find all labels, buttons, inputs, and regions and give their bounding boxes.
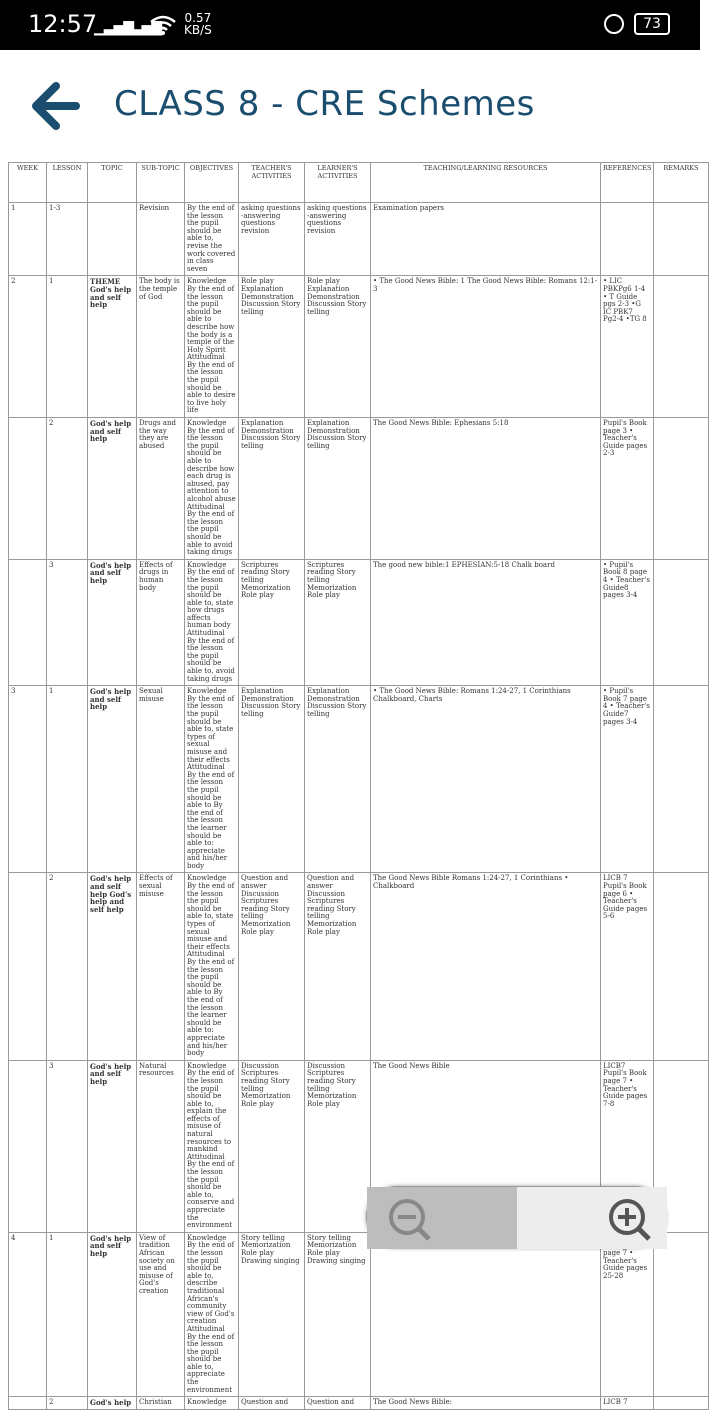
table-cell-lesson: 1 <box>47 1232 88 1396</box>
table-cell-obj: By the end of the lesson the pupil should be able to, revise the work covered in class seven <box>185 203 239 276</box>
column-header: TEACHING/LEARNING RESOURCES <box>371 163 601 203</box>
table-cell-teach: Story telling Memorization Role play Drawing singing <box>239 1232 305 1396</box>
table-cell-topic: God's help and self help <box>88 686 137 873</box>
table-cell-sub: Effects of sexual misuse <box>137 873 185 1060</box>
table-cell-ref: • Pupil's Book 8 page 4 • Teacher's Guide8 pages 3-4 <box>601 559 654 686</box>
table-cell-sub: The body is the temple of God <box>137 276 185 418</box>
table-cell-obj: Knowledge By the end of the lesson the pupil should be able to, state types of sexual misuse and their effects Attitudinal By the end of the lesson the pupil should be able to By the end of the lesson the learner should be able to: appreciate and his/her body <box>185 873 239 1060</box>
table-cell-obj: Knowledge By the end of the lesson the pupil should be able to, describe traditional African's community view of God's creation Attitudinal By the end of the lesson the pupil should be able to, appreciate the environment <box>185 1232 239 1396</box>
table-cell-week <box>9 418 47 560</box>
wifi-icon <box>150 14 176 36</box>
table-cell-res: The Good News Bible <box>371 1060 601 1232</box>
table-cell-sub: Drugs and the way they are abused <box>137 418 185 560</box>
table-cell-ref: • LIC PBKPg6 1-4 • T Guide pgs 2-3 •G IC PBK7 Pg2-4 •TG 8 <box>601 276 654 418</box>
table-cell-lesson: 1 <box>47 276 88 418</box>
table-row <box>9 276 709 418</box>
table-cell-week: 3 <box>9 686 47 873</box>
column-header: WEEK <box>9 163 47 203</box>
table-cell-week: 1 <box>9 203 47 276</box>
table-row <box>9 203 709 276</box>
table-cell-ref: page 7 • Teacher's Guide pages 25-28 <box>601 1232 654 1396</box>
zoom-out-icon <box>367 1187 517 1249</box>
table-cell-learn: Explanation Demonstration Discussion Story telling <box>305 418 371 560</box>
table-cell-obj: Knowledge By the end of the lesson the pupil should be able to, explain the effects of misuse of natural resources to mankind Attitudinal By the end of the lesson the pupil should be able to, conserve and appreciate the environment <box>185 1060 239 1232</box>
table-cell-rem <box>654 559 709 686</box>
table-cell-sub: Effects of drugs in human body <box>137 559 185 686</box>
table-cell-ref: LICB 7 Pupil's Book page 6 • Teacher's Guide pages 5-6 <box>601 873 654 1060</box>
table-cell-topic: God's help and self help God's help and self help <box>88 873 137 1060</box>
table-cell-topic: God's help <box>88 1397 137 1410</box>
table-cell-teach: Discussion Scriptures reading Story telling Memorization Role play <box>239 1060 305 1232</box>
column-header: LESSON <box>47 163 88 203</box>
table-cell-learn: Explanation Demonstration Discussion Story telling <box>305 686 371 873</box>
table-cell-rem <box>654 1397 709 1410</box>
table-cell-obj: Knowledge By the end of the lesson the pupil should be able to, state how drugs affects human body Attitudinal By the end of the lesson the pupil should be able to, avoid taking drugs <box>185 559 239 686</box>
table-cell-sub: Revision <box>137 203 185 276</box>
table-cell-week <box>9 1397 47 1410</box>
table-cell-res <box>371 1232 601 1396</box>
table-cell-ref: LICB 7 <box>601 1397 654 1410</box>
table-cell-teach: Question and <box>239 1397 305 1410</box>
table-cell-sub: Natural resources <box>137 1060 185 1232</box>
table-cell-topic: God's help and self help <box>88 1060 137 1232</box>
zoom-control <box>366 1186 666 1248</box>
table-row <box>9 873 709 1060</box>
table-cell-week <box>9 873 47 1060</box>
status-bar <box>0 0 700 50</box>
table-cell-teach: Explanation Demonstration Discussion Story telling <box>239 686 305 873</box>
table-row <box>9 686 709 873</box>
table-cell-learn: Question and <box>305 1397 371 1410</box>
table-cell-res: The good new bible:1 EPHESIAN:5-18 Chalk board <box>371 559 601 686</box>
table-cell-teach: Role play Explanation Demonstration Discussion Story telling <box>239 276 305 418</box>
table-cell-ref: LICB7 Pupil's Book page 7 • Teacher's Guide pages 7-8 <box>601 1060 654 1232</box>
table-cell-res: • The Good News Bible: 1 The Good News Bible: Romans 12:1-3 <box>371 276 601 418</box>
battery-icon: 73 <box>634 13 670 35</box>
table-cell-rem <box>654 276 709 418</box>
column-header: REFERENCES <box>601 163 654 203</box>
network-speed: 0.57 KB/S <box>184 11 212 37</box>
table-cell-teach: Question and answer Discussion Scriptures reading Story telling Memorization Role play <box>239 873 305 1060</box>
table-cell-teach: Explanation Demonstration Discussion Story telling <box>239 418 305 560</box>
table-cell-week: 2 <box>9 276 47 418</box>
table-row <box>9 1397 709 1410</box>
table-cell-sub: Sexual misuse <box>137 686 185 873</box>
column-header: LEARNER'S ACTIVITIES <box>305 163 371 203</box>
table-cell-lesson: 2 <box>47 873 88 1060</box>
table-cell-res: The Good News Bible: Ephesians 5:18 <box>371 418 601 560</box>
table-cell-lesson: 3 <box>47 559 88 686</box>
signal-icon-2: ▁▃▅▇ <box>122 20 162 36</box>
table-cell-teach: asking questions -answering questions revision <box>239 203 305 276</box>
table-cell-rem <box>654 203 709 276</box>
table-cell-topic: THEME God's help and self help <box>88 276 137 418</box>
table-cell-learn: Discussion Scriptures reading Story telling Memorization Role play <box>305 1060 371 1232</box>
table-cell-topic <box>88 203 137 276</box>
column-header: SUB-TOPIC <box>137 163 185 203</box>
table-cell-lesson: 1-3 <box>47 203 88 276</box>
column-header: TOPIC <box>88 163 137 203</box>
table-cell-res: • The Good News Bible: Romans 1:24-27, 1 Corinthians Chalkboard, Charts <box>371 686 601 873</box>
zoom-out-button[interactable] <box>367 1187 517 1249</box>
table-cell-obj: Knowledge By the end of the lesson the pupil should be able to, state types of sexual misuse and their effects Attitudinal By the end of the lesson the pupil should be able to By the end of the lesson the learner should be able to: appreciate and his/her body <box>185 686 239 873</box>
table-cell-lesson: 2 <box>47 1397 88 1410</box>
table-cell-learn: Role play Explanation Demonstration Discussion Story telling <box>305 276 371 418</box>
table-cell-rem <box>654 418 709 560</box>
table-cell-rem <box>654 686 709 873</box>
page-title: CLASS 8 - CRE Schemes <box>114 84 535 124</box>
back-arrow-icon[interactable] <box>30 80 82 132</box>
table-row <box>9 418 709 560</box>
table-cell-learn: asking questions -answering questions revision <box>305 203 371 276</box>
zoom-in-icon <box>517 1187 667 1249</box>
status-time: 12:57 <box>28 10 98 38</box>
table-cell-obj: Knowledge By the end of the lesson the pupil should be able to describe how the body is a temple of the Holy Spirit Attitudinal By the end of the lesson the pupil should be able to desire to live holy life <box>185 276 239 418</box>
table-row <box>9 1232 709 1396</box>
table-cell-week: 4 <box>9 1232 47 1396</box>
table-row <box>9 559 709 686</box>
table-cell-week <box>9 559 47 686</box>
table-cell-topic: God's help and self help <box>88 559 137 686</box>
table-cell-ref <box>601 203 654 276</box>
table-cell-res: Examination papers <box>371 203 601 276</box>
zoom-in-button[interactable] <box>517 1187 667 1249</box>
rotation-lock-icon <box>604 14 624 34</box>
table-cell-topic: God's help and self help <box>88 418 137 560</box>
table-cell-learn: Question and answer Discussion Scriptures reading Story telling Memorization Role play <box>305 873 371 1060</box>
signal-icon: ▁▃▅▇ <box>94 20 134 36</box>
scheme-document[interactable] <box>8 162 700 1408</box>
table-cell-obj: Knowledge By the end of the lesson the pupil should be able to describe how each drug is abused, pay attention to alcohol abuse Attitudinal By the end of the lesson the pupil should be able to avoid taking drugs <box>185 418 239 560</box>
app-bar <box>0 50 700 160</box>
table-cell-week <box>9 1060 47 1232</box>
table-cell-obj: Knowledge <box>185 1397 239 1410</box>
table-cell-rem <box>654 873 709 1060</box>
table-cell-learn: Scriptures reading Story telling Memorization Role play <box>305 559 371 686</box>
column-header: TEACHER'S ACTIVITIES <box>239 163 305 203</box>
table-cell-res: The Good News Bible Romans 1:24-27, 1 Corinthians • Chalkboard <box>371 873 601 1060</box>
column-header: REMARKS <box>654 163 709 203</box>
table-cell-rem <box>654 1232 709 1396</box>
table-cell-lesson: 2 <box>47 418 88 560</box>
table-cell-topic: God's help and self help <box>88 1232 137 1396</box>
table-cell-sub: View of tradition African society on use and misuse of God's creation <box>137 1232 185 1396</box>
table-header-row <box>9 163 709 203</box>
column-header: OBJECTIVES <box>185 163 239 203</box>
table-cell-learn: Story telling Memorization Role play Drawing singing <box>305 1232 371 1396</box>
table-cell-lesson: 1 <box>47 686 88 873</box>
table-cell-ref: • Pupil's Book 7 page 4 • Teacher's Guide7 pages 3-4 <box>601 686 654 873</box>
table-cell-lesson: 3 <box>47 1060 88 1232</box>
table-cell-ref: Pupil's Book page 3 • Teacher's Guide pages 2-3 <box>601 418 654 560</box>
table-cell-teach: Scriptures reading Story telling Memorization Role play <box>239 559 305 686</box>
table-cell-sub: Christian <box>137 1397 185 1410</box>
table-cell-res: The Good News Bible: <box>371 1397 601 1410</box>
